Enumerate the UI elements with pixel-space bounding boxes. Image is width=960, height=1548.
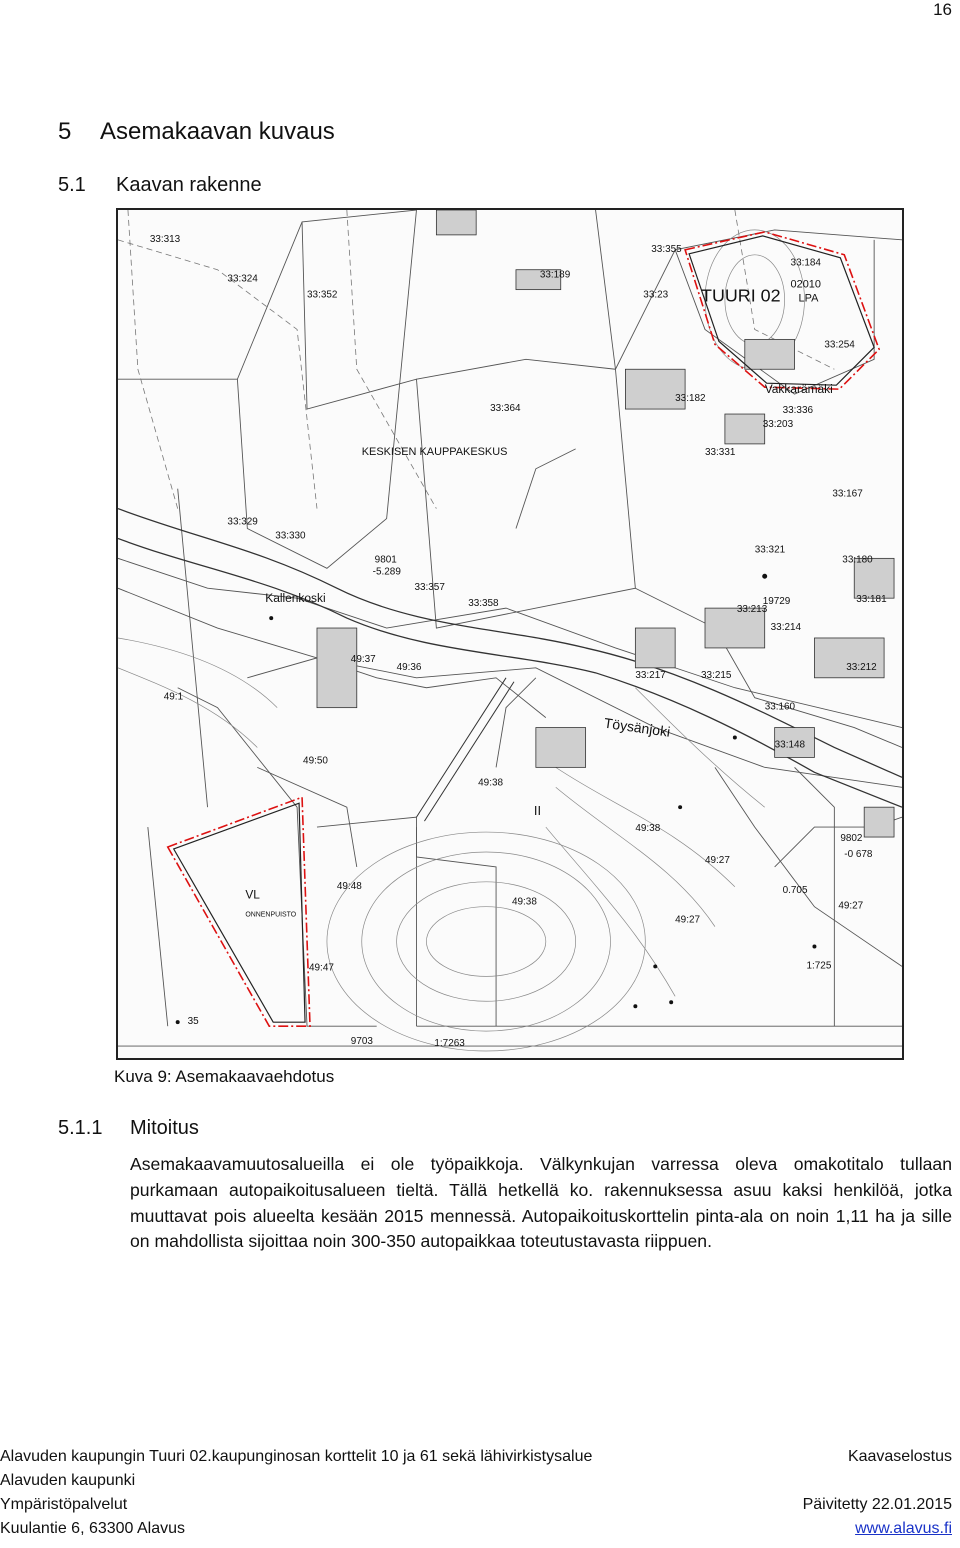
parcel-label: 49:47 [309, 962, 334, 974]
label-kauppakeskus: KESKISEN KAUPPAKESKUS [361, 445, 508, 458]
parcel-label: 33:189 [539, 269, 571, 281]
label-kallenkoski: Kallenkoski [265, 591, 326, 606]
parcel-label: 33:321 [754, 544, 786, 556]
map-number: 9801 [374, 554, 397, 566]
heading-number: 5 [58, 118, 72, 145]
footer-document-type: Kaavaselostus [847, 1448, 952, 1465]
body-paragraph: Asemakaavamuutosalueilla ei ole työpaikkoja. Välkynkujan varressa oleva omakotitalo tullaan purkamaan autopaikoitusalueen tieltä. Tällä hetkellä ko. rakennuksessa asuu kaksi henkilöä, jotka muuttavat pois alueelta kesään 2015 mennessä. Autopaikoituskorttelin pinta-ala on noin 1,11 ha ja sille on mahdollista sijoittaa noin 300-350 autopaikkaa toteutustavasta riippuen. [130, 1154, 952, 1252]
parcel-label: 33:23 [643, 289, 669, 301]
footer-updated-date: Päivitetty 22.01.2015 [802, 1496, 952, 1513]
parcel-label: 33:358 [468, 598, 499, 610]
parcel-label: 33:215 [701, 669, 732, 681]
parcel-label: 49:38 [478, 777, 504, 789]
parcel-label: 49:38 [635, 823, 661, 835]
label-toysanjoki: Töysänjoki [603, 714, 672, 740]
parcel-label: 49:37 [350, 653, 376, 665]
parcel-label: 33:329 [227, 516, 258, 528]
heading-text: Kaavan rakenne [116, 174, 262, 196]
parcel-label: 33:213 [736, 604, 768, 616]
parcel-label: 33:180 [842, 554, 873, 566]
parcel-label: 33:167 [832, 488, 863, 500]
zoning-map [116, 208, 904, 1060]
page-number: 16 [933, 0, 952, 19]
label-ii: II [533, 803, 542, 819]
label-code: 02010 [790, 278, 821, 291]
parcel-label: 33:330 [275, 530, 306, 542]
parcel-label: 33:184 [790, 257, 821, 269]
parcel-label: 33:324 [227, 273, 258, 285]
parcel-label: 49:27 [705, 854, 730, 866]
parcel-label: 33:355 [651, 243, 682, 255]
parcel-label: 49:1 [163, 691, 184, 703]
parcel-label: 33:217 [635, 669, 666, 681]
footer-row [0, 1448, 960, 1472]
parcel-label: 49:36 [396, 661, 422, 673]
parcel-label: 1:725 [806, 960, 832, 972]
parcel-label: 49:38 [511, 896, 537, 908]
footer-organization: Alavuden kaupunki [0, 1472, 136, 1489]
heading-text: Asemakaavan kuvaus [100, 118, 335, 145]
map-number: 19729 [762, 596, 791, 608]
heading-text: Mitoitus [130, 1117, 199, 1139]
map-number: 0.705 [782, 884, 808, 896]
figure-caption: Kuva 9: Asemakaavaehdotus [114, 1067, 335, 1086]
map-number: 35 [187, 1016, 199, 1028]
parcel-label: 49:27 [838, 900, 864, 912]
parcel-label: 49:27 [675, 914, 701, 926]
parcel-label: 1:7263 [434, 1038, 465, 1050]
footer-row [0, 1520, 960, 1544]
parcel-label: 33:212 [846, 661, 877, 673]
parcel-label: 33:214 [770, 622, 802, 634]
label-vl: VL [245, 887, 260, 902]
footer-address: Kuulantie 6, 63300 Alavus [0, 1520, 186, 1537]
footer-row [0, 1496, 960, 1520]
parcel-label: 33:254 [824, 339, 855, 351]
heading-section-5-1 [58, 174, 262, 197]
label-tuuri: TUURI 02 [701, 285, 781, 306]
parcel-label: 49:48 [336, 880, 362, 892]
parcel-label: 33:160 [764, 701, 796, 713]
parcel-label: 33:181 [856, 594, 887, 606]
heading-number: 5.1 [58, 174, 86, 196]
map-number: 9703 [350, 1036, 373, 1048]
zoning-map-drawing [118, 210, 902, 1058]
label-vakkaramaki: Vakkarämäki [764, 382, 833, 397]
parcel-label: 33:357 [414, 582, 445, 594]
map-number: -5.289 [372, 566, 401, 578]
parcel-label: 33:331 [705, 446, 736, 458]
parcel-label: 33:182 [675, 393, 706, 405]
map-number: 9802 [840, 833, 863, 845]
footer-row [0, 1472, 960, 1496]
parcel-label: 49:50 [303, 755, 328, 767]
parcel-label: 33:313 [149, 233, 181, 245]
parcel-label: 33:364 [490, 403, 521, 415]
parcel-label: 33:352 [307, 289, 338, 301]
heading-section-5-1-1 [58, 1117, 199, 1140]
page-footer [0, 1448, 960, 1544]
map-number: -0 678 [844, 848, 873, 860]
label-lpa: LPA [798, 292, 819, 305]
footer-website-link[interactable]: www.alavus.fi [855, 1520, 952, 1537]
footer-document-title: Alavuden kaupungin Tuuri 02.kaupunginosan korttelit 10 ja 61 sekä lähivirkistysalue [0, 1448, 593, 1465]
heading-section-5 [58, 118, 335, 146]
label-onnenpuisto: ONNENPUISTO [245, 911, 297, 919]
footer-department: Ympäristöpalvelut [0, 1496, 128, 1513]
parcel-label: 33:148 [774, 739, 806, 751]
parcel-label: 33:203 [762, 418, 794, 430]
heading-number: 5.1.1 [58, 1117, 103, 1139]
parcel-label: 33:336 [782, 405, 814, 417]
